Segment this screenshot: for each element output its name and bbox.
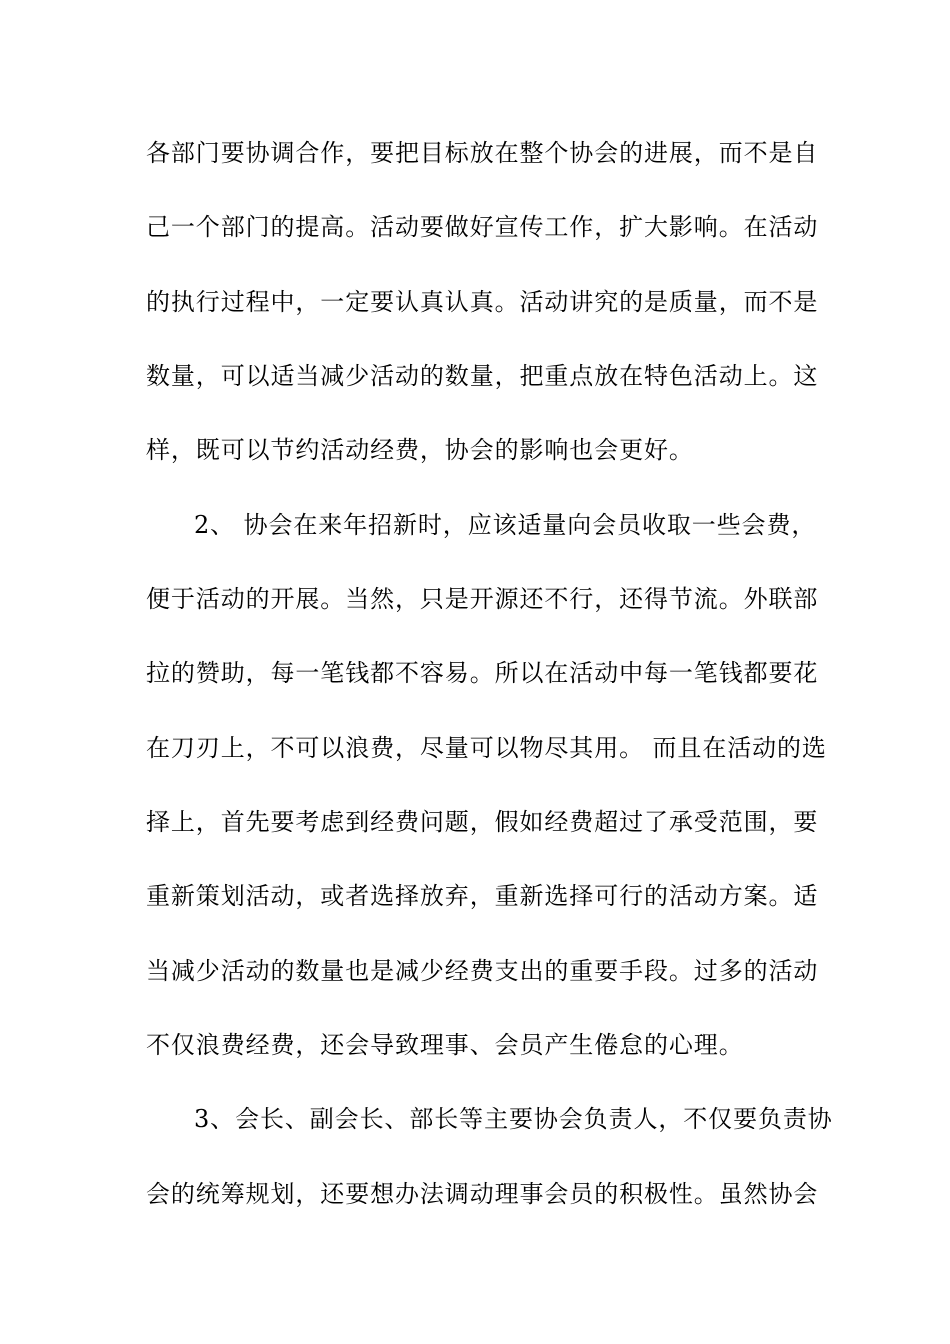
- text-line: 便于活动的开展。当然，只是开源还不行，还得节流。外联部: [146, 585, 819, 613]
- text-line: 重新策划活动，或者选择放弃，重新选择可行的活动方案。适: [146, 882, 819, 910]
- text-line: 会的统筹规划，还要想办法调动理事会员的积极性。虽然协会: [146, 1180, 819, 1208]
- text-line: 样，既可以节约活动经费，协会的影响也会更好。: [146, 436, 694, 464]
- text-line: 的执行过程中，一定要认真认真。活动讲究的是质量，而不是: [146, 288, 819, 316]
- text-line: 己一个部门的提高。活动要做好宣传工作，扩大影响。在活动: [146, 213, 819, 241]
- text-line: 当减少活动的数量也是减少经费支出的重要手段。过多的活动: [146, 957, 819, 985]
- text-line: 各部门要协调合作，要把目标放在整个协会的进展，而不是自: [146, 139, 819, 167]
- text-line: 数量，可以适当减少活动的数量，把重点放在特色活动上。这: [146, 362, 819, 390]
- text-line: 拉的赞助，每一笔钱都不容易。所以在活动中每一笔钱都要花: [146, 659, 819, 687]
- paragraph-3-first-line: 3、会长、副会长、部长等主要协会负责人，不仅要负责协: [194, 1105, 833, 1133]
- text-line: 择上，首先要考虑到经费问题，假如经费超过了承受范围，要: [146, 808, 819, 836]
- text-line: 不仅浪费经费，还会导致理事、会员产生倦怠的心理。: [146, 1031, 744, 1059]
- text-line: 在刀刃上，不可以浪费，尽量可以物尽其用。 而且在活动的选: [146, 734, 827, 762]
- paragraph-2-first-line: 2、 协会在来年招新时，应该适量向会员收取一些会费，: [194, 511, 817, 539]
